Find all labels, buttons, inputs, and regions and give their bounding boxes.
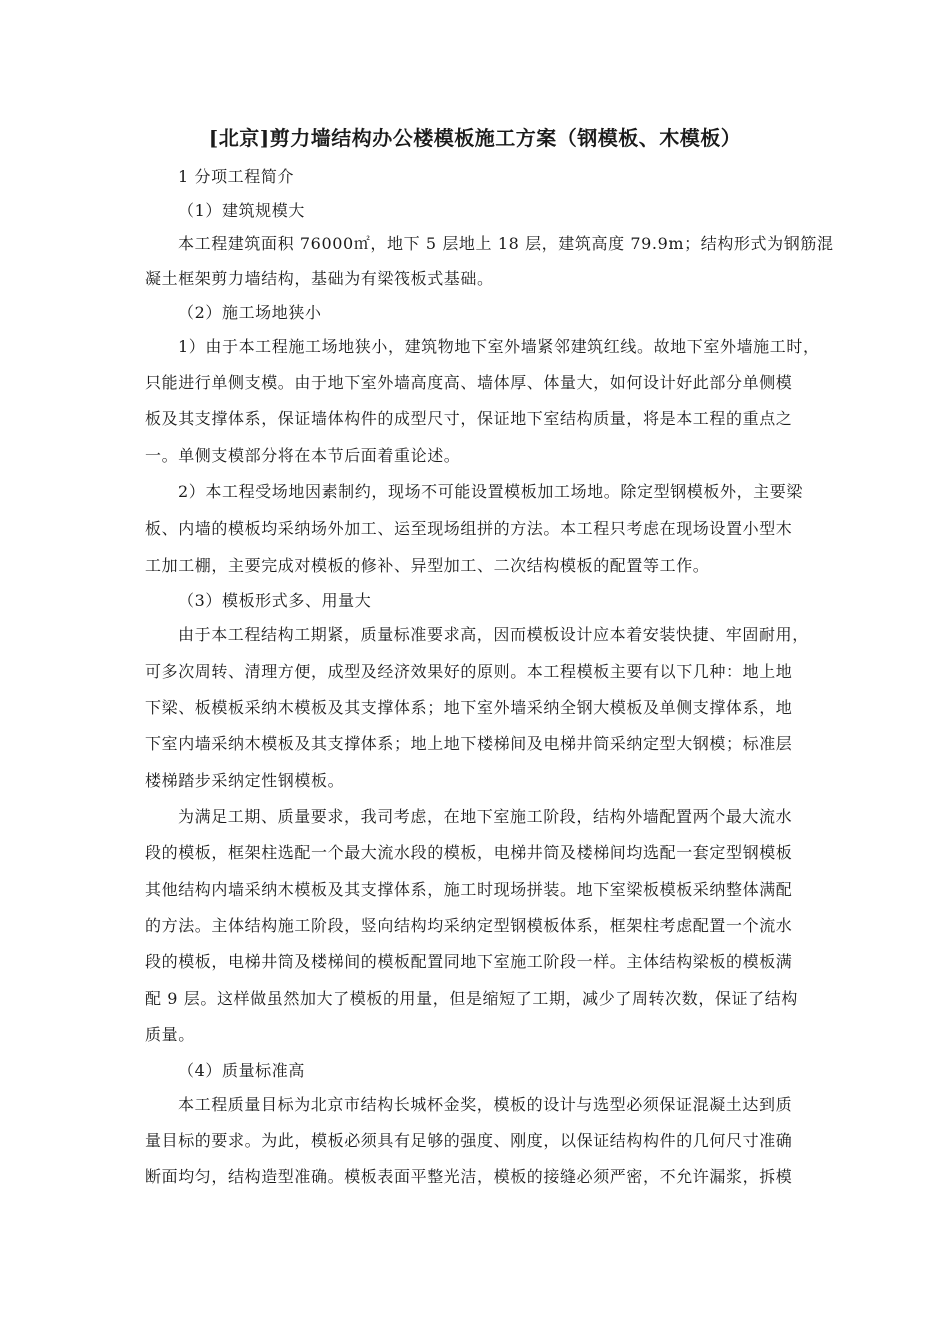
- paragraph-line: 板及其支撑体系，保证墙体构件的成型尺寸，保证地下室结构质量，将是本工程的重点之: [145, 409, 793, 428]
- paragraph-line: 本工程建筑面积 76000㎡，地下 5 层地上 18 层，建筑高度 79.9m；结构形式为钢筋混: [178, 234, 834, 253]
- paragraph-line: 下梁、板模板采纳木模板及其支撑体系；地下室外墙采纳全钢大模板及单侧支撑体系，地: [145, 698, 793, 717]
- paragraph-line: 配 9 层。这样做虽然加大了模板的用量，但是缩短了工期，减少了周转次数，保证了结构: [145, 989, 798, 1008]
- paragraph-line: 2）本工程受场地因素制约，现场不可能设置模板加工场地。除定型钢模板外，主要梁: [178, 482, 803, 501]
- paragraph-line: 质量。: [145, 1025, 195, 1044]
- paragraph-line: 只能进行单侧支模。由于地下室外墙高度高、墙体厚、体量大，如何设计好此部分单侧模: [145, 373, 793, 392]
- paragraph-line: 工加工棚，主要完成对模板的修补、异型加工、二次结构模板的配置等工作。: [145, 556, 710, 575]
- subsection-heading: （4）质量标准高: [178, 1061, 305, 1080]
- subsection-heading: （1）建筑规模大: [178, 201, 305, 220]
- paragraph-line: 由于本工程结构工期紧，质量标准要求高，因而模板设计应本着安装快捷、牢固耐用，: [178, 625, 809, 644]
- document-title: [北京]剪力墙结构办公楼模板施工方案（钢模板、木模板）: [208, 126, 742, 150]
- paragraph-line: 可多次周转、清理方便，成型及经济效果好的原则。本工程模板主要有以下几种：地上地: [145, 662, 793, 681]
- section-heading: 1 分项工程简介: [178, 167, 295, 186]
- paragraph-line: 凝土框架剪力墙结构，基础为有梁筏板式基础。: [145, 269, 494, 288]
- paragraph-line: 楼梯踏步采纳定性钢模板。: [145, 771, 345, 790]
- paragraph-line: 段的模板，框架柱选配一个最大流水段的模板，电梯井筒及楼梯间均选配一套定型钢模板: [145, 843, 793, 862]
- subsection-heading: （2）施工场地狭小: [178, 303, 322, 322]
- paragraph-line: 为满足工期、质量要求，我司考虑，在地下室施工阶段，结构外墙配置两个最大流水: [178, 807, 793, 826]
- paragraph-line: 断面均匀，结构造型准确。模板表面平整光洁，模板的接缝必须严密，不允许漏浆，拆模: [145, 1167, 793, 1186]
- paragraph-line: 量目标的要求。为此，模板必须具有足够的强度、刚度，以保证结构构件的几何尺寸准确: [145, 1131, 793, 1150]
- paragraph-line: 板、内墙的模板均采纳场外加工、运至现场组拼的方法。本工程只考虑在现场设置小型木: [145, 519, 793, 538]
- paragraph-line: 的方法。主体结构施工阶段，竖向结构均采纳定型钢模板体系，框架柱考虑配置一个流水: [145, 916, 793, 935]
- paragraph-line: 本工程质量目标为北京市结构长城杯金奖，模板的设计与选型必须保证混凝土达到质: [178, 1095, 793, 1114]
- paragraph-line: 下室内墙采纳木模板及其支撑体系；地上地下楼梯间及电梯井筒采纳定型大钢模；标准层: [145, 734, 793, 753]
- paragraph-line: 段的模板，电梯井筒及楼梯间的模板配置同地下室施工阶段一样。主体结构梁板的模板满: [145, 952, 793, 971]
- paragraph-line: 一。单侧支模部分将在本节后面着重论述。: [145, 446, 461, 465]
- paragraph-line: 1）由于本工程施工场地狭小，建筑物地下室外墙紧邻建筑红线。故地下室外墙施工时，: [178, 337, 820, 356]
- paragraph-line: 其他结构内墙采纳木模板及其支撑体系，施工时现场拼装。地下室梁板模板采纳整体满配: [145, 880, 793, 899]
- subsection-heading: （3）模板形式多、用量大: [178, 591, 372, 610]
